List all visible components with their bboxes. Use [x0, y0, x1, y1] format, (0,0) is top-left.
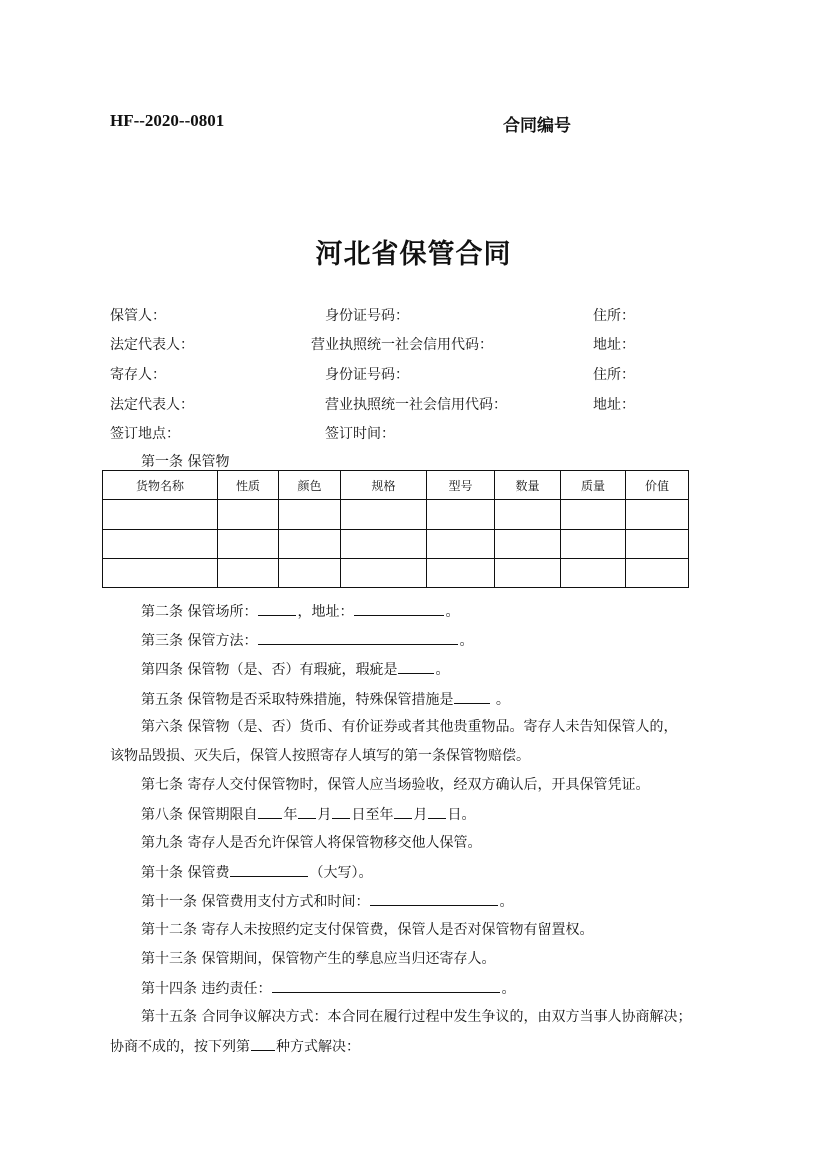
storage-fee-blank[interactable] [230, 861, 308, 877]
table-cell[interactable] [561, 558, 626, 587]
table-cell[interactable] [279, 500, 341, 529]
article-5: 第五条 保管物是否采取特殊措施，特殊保管措施是 。 [141, 688, 510, 709]
table-cell[interactable] [279, 558, 341, 587]
article-8: 第八条 保管期限自 年 月 日至年 月 日。 [141, 803, 475, 824]
payment-method-blank[interactable] [370, 890, 498, 906]
table-cell[interactable] [495, 529, 561, 558]
storage-address-blank[interactable] [354, 600, 444, 616]
contract-number-label: 合同编号 [503, 116, 571, 135]
table-cell[interactable] [341, 529, 427, 558]
end-month-blank[interactable] [394, 803, 412, 819]
article-3: 第三条 保管方法： 。 [141, 629, 473, 650]
goods-table [102, 470, 689, 588]
resolution-option-blank[interactable] [251, 1035, 275, 1051]
table-cell[interactable] [341, 500, 427, 529]
table-cell[interactable] [341, 558, 427, 587]
table-header-cell: 价值 [626, 471, 689, 500]
article-15-line-1: 第十五条 合同争议解决方式：本合同在履行过程中发生争议的，由双方当事人协商解决； [141, 1009, 692, 1025]
storage-method-blank[interactable] [258, 629, 458, 645]
depositor-legal-rep-label: 法定代表人： [110, 397, 194, 413]
article-6-line-1: 第六条 保管物（是、否）货币、有价证券或者其他贵重物品。寄存人未告知保管人的， [141, 719, 678, 735]
contract-code: HF--2020--0801 [110, 111, 225, 130]
start-year-blank[interactable] [258, 803, 282, 819]
custodian-label: 保管人： [110, 308, 166, 324]
defect-blank[interactable] [398, 658, 434, 674]
signing-time-label: 签订时间： [325, 426, 395, 442]
article-6-line-2: 该物品毁损、灭失后，保管人按照寄存人填写的第一条保管物赔偿。 [110, 748, 530, 764]
table-header-cell: 性质 [218, 471, 279, 500]
end-day-blank[interactable] [428, 803, 446, 819]
depositor-credit-code-label: 营业执照统一社会信用代码： [325, 397, 507, 413]
article-4: 第四条 保管物（是、否）有瑕疵，瑕疵是 。 [141, 658, 449, 679]
custodian-address-label: 地址： [593, 337, 635, 353]
start-month-blank[interactable] [298, 803, 316, 819]
table-cell[interactable] [103, 529, 218, 558]
table-cell[interactable] [103, 500, 218, 529]
table-header-cell: 数量 [495, 471, 561, 500]
table-header-row [103, 471, 689, 500]
custodian-credit-code-label: 营业执照统一社会信用代码： [311, 337, 493, 353]
table-header-cell: 质量 [561, 471, 626, 500]
table-header-cell: 规格 [341, 471, 427, 500]
table-header-cell: 颜色 [279, 471, 341, 500]
table-row [103, 500, 689, 529]
depositor-id-label: 身份证号码： [325, 367, 409, 383]
table-cell[interactable] [495, 558, 561, 587]
article-13: 第十三条 保管期间，保管物产生的孳息应当归还寄存人。 [141, 951, 496, 967]
article-10: 第十条 保管费 （大写）。 [141, 861, 372, 882]
table-header-cell: 型号 [427, 471, 495, 500]
table-cell[interactable] [495, 500, 561, 529]
article-14: 第十四条 违约责任： 。 [141, 977, 515, 998]
table-cell[interactable] [427, 558, 495, 587]
table-cell[interactable] [279, 529, 341, 558]
custodian-residence-label: 住所： [593, 308, 635, 324]
table-row [103, 558, 689, 587]
signing-place-label: 签订地点： [110, 426, 180, 442]
article-9: 第九条 寄存人是否允许保管人将保管物移交他人保管。 [141, 835, 482, 851]
article-1-heading: 第一条 保管物 [141, 454, 230, 470]
article-12: 第十二条 寄存人未按照约定支付保管费，保管人是否对保管物有留置权。 [141, 922, 594, 938]
table-cell[interactable] [561, 529, 626, 558]
table-cell[interactable] [103, 558, 218, 587]
table-cell[interactable] [218, 529, 279, 558]
table-cell[interactable] [427, 500, 495, 529]
depositor-label: 寄存人： [110, 367, 166, 383]
article-11: 第十一条 保管费用支付方式和时间： 。 [141, 890, 513, 911]
article-7: 第七条 寄存人交付保管物时，保管人应当场验收，经双方确认后，开具保管凭证。 [141, 777, 650, 793]
liability-blank[interactable] [272, 977, 500, 993]
table-cell[interactable] [626, 558, 689, 587]
storage-place-blank[interactable] [258, 600, 296, 616]
start-day-blank[interactable] [332, 803, 350, 819]
special-measures-blank[interactable] [454, 688, 490, 704]
table-cell[interactable] [218, 558, 279, 587]
article-15-line-2: 协商不成的，按下列第 种方式解决： [110, 1035, 360, 1056]
custodian-legal-rep-label: 法定代表人： [110, 337, 194, 353]
document-title: 河北省保管合同 [315, 239, 512, 270]
table-row [103, 529, 689, 558]
table-cell[interactable] [427, 529, 495, 558]
table-header-cell: 货物名称 [103, 471, 218, 500]
table-cell[interactable] [626, 500, 689, 529]
table-cell[interactable] [626, 529, 689, 558]
custodian-id-label: 身份证号码： [325, 308, 409, 324]
table-cell[interactable] [561, 500, 626, 529]
depositor-address-label: 地址： [593, 397, 635, 413]
depositor-residence-label: 住所： [593, 367, 635, 383]
table-cell[interactable] [218, 500, 279, 529]
article-2: 第二条 保管场所： ，地址： 。 [141, 600, 459, 621]
